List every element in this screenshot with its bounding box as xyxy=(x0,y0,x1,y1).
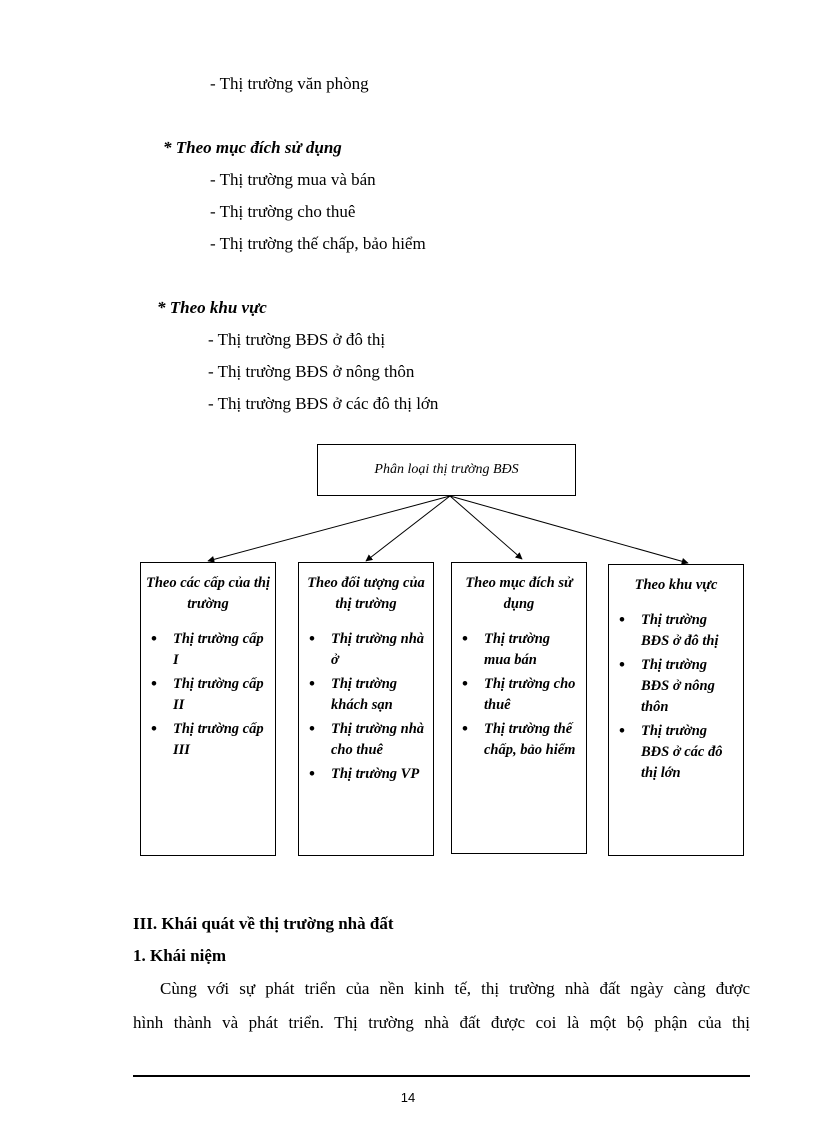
list-item: • Thị trường nhà cho thuê xyxy=(309,719,427,761)
heading-by-purpose: * Theo mục đích sử dụng xyxy=(163,138,342,157)
list-item: • Thị trường cấp I xyxy=(151,629,269,671)
diagram-root-label: Phân loại thị trường BĐS xyxy=(374,462,519,477)
list-item: • Thị trường VP xyxy=(309,764,427,785)
list-item: • Thị trường nhà ở xyxy=(309,629,427,671)
column-2-list xyxy=(299,629,433,785)
diagram-column-2 xyxy=(298,562,434,856)
column-2-title: Theo đối tượng của thị trường xyxy=(307,575,425,612)
list-item: • Thị trường BĐS ở đô thị xyxy=(619,610,737,652)
list-item: • Thị trường mua bán xyxy=(462,629,580,671)
column-4-list xyxy=(609,610,743,784)
list-item-purpose-2: - Thị trường cho thuê xyxy=(210,202,356,221)
footer-divider xyxy=(133,1075,750,1077)
list-item-region-3: - Thị trường BĐS ở các đô thị lớn xyxy=(208,394,439,413)
column-4-title: Theo khu vực xyxy=(634,577,718,593)
list-item: • Thị trường khách sạn xyxy=(309,674,427,716)
diagram-column-1 xyxy=(140,562,276,856)
page-number: 14 xyxy=(400,1090,416,1105)
list-item-purpose-3: - Thị trường thế chấp, bảo hiểm xyxy=(210,234,426,253)
arrow-to-column-1 xyxy=(208,496,450,561)
paragraph-line-2: hình thành và phát triển. Thị trường nhà đất được coi là một bộ phận của thị xyxy=(133,1013,750,1032)
column-1-title: Theo các cấp của thị trường xyxy=(145,575,271,612)
arrow-to-column-2 xyxy=(366,496,450,561)
list-item-region-1: - Thị trường BĐS ở đô thị xyxy=(208,330,386,349)
section-heading: III. Khái quát về thị trường nhà đất xyxy=(133,914,394,933)
list-item-region-2: - Thị trường BĐS ở nông thôn xyxy=(208,362,415,381)
paragraph-line-1: Cùng với sự phát triển của nền kinh tế, thị trường nhà đất ngày càng được xyxy=(160,979,750,998)
column-3-title: Theo mục đích sử dụng xyxy=(465,575,573,612)
list-item-office-market: - Thị trường văn phòng xyxy=(210,74,369,93)
column-3-list xyxy=(452,629,586,761)
diagram-column-3 xyxy=(451,562,587,854)
arrow-to-column-3 xyxy=(450,496,522,559)
list-item: • Thị trường BĐS ở các đô thị lớn xyxy=(619,721,737,784)
list-item: • Thị trường cấp III xyxy=(151,719,269,761)
list-item: • Thị trường thế chấp, bảo hiểm xyxy=(462,719,580,761)
list-item: • Thị trường BĐS ở nông thôn xyxy=(619,655,737,718)
heading-by-region: * Theo khu vực xyxy=(157,298,267,317)
diagram-root-box xyxy=(317,444,576,496)
arrow-to-column-4 xyxy=(450,496,688,563)
list-item-purpose-1: - Thị trường mua và bán xyxy=(210,170,376,189)
diagram-column-4 xyxy=(608,564,744,856)
column-1-list xyxy=(141,629,275,761)
list-item: • Thị trường cho thuê xyxy=(462,674,580,716)
section-subheading: 1. Khái niệm xyxy=(133,946,227,965)
list-item: • Thị trường cấp II xyxy=(151,674,269,716)
